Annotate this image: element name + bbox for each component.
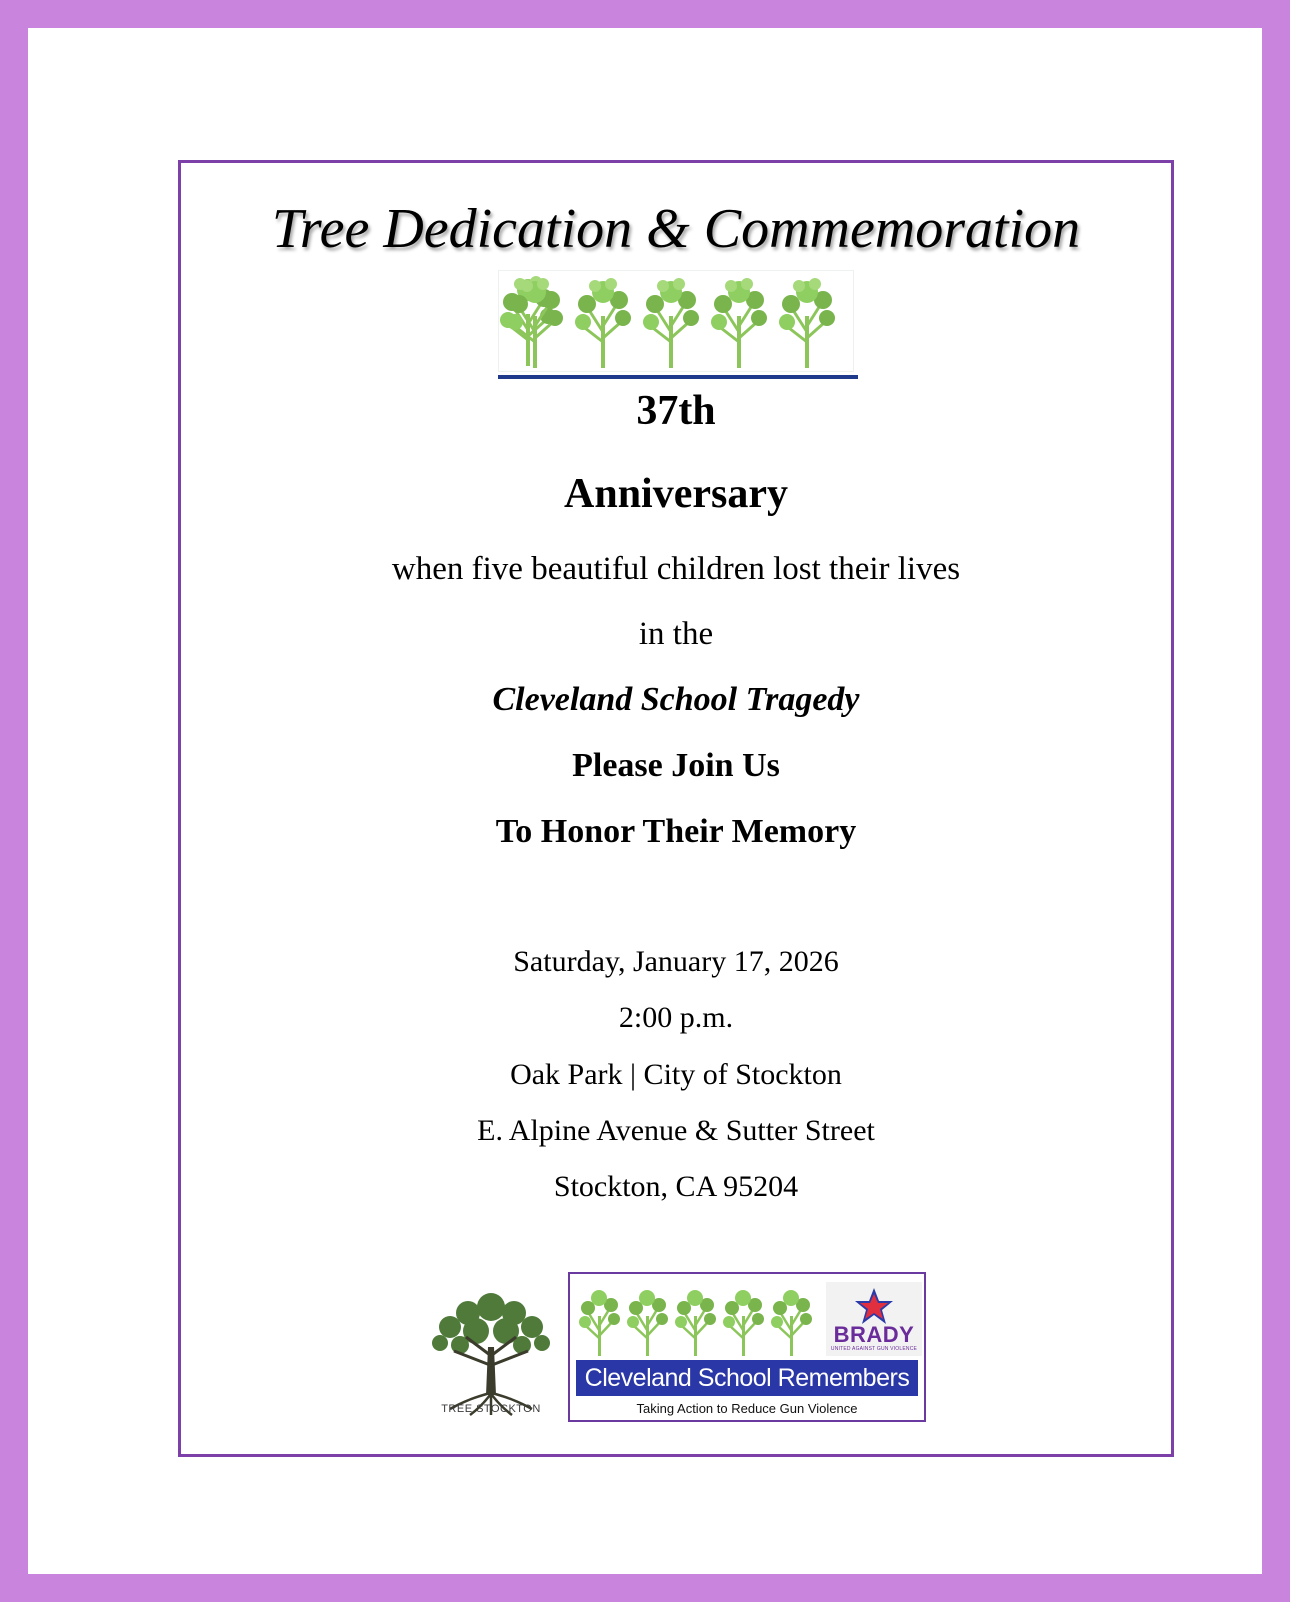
tree-stockton-name: TREE STOCKTON <box>441 1403 541 1415</box>
event-time: 2:00 p.m. <box>618 1001 734 1034</box>
invite-line-1: Please Join Us <box>572 747 780 784</box>
invite-line-2: To Honor Their Memory <box>495 813 857 850</box>
tree-icon <box>579 1290 620 1356</box>
star-icon <box>852 1286 896 1326</box>
csr-trees <box>578 1284 828 1358</box>
flyer-title: Tree Dedication & Commemoration <box>271 198 1081 260</box>
event-city: Stockton, CA 95204 <box>553 1170 799 1203</box>
tree-icon <box>643 278 699 368</box>
csr-name: Cleveland School Remembers <box>576 1360 918 1396</box>
anniversary-word: Anniversary <box>564 471 788 517</box>
memorial-line-2: in the <box>638 616 714 652</box>
banner-rule <box>498 375 858 379</box>
tree-stockton-logo-icon <box>426 1285 556 1420</box>
brady-tagline: UNITED AGAINST GUN VIOLENCE <box>830 1346 918 1352</box>
csr-tagline: Taking Action to Reduce Gun Violence <box>636 1401 858 1416</box>
brady-name: BRADY <box>833 1322 915 1347</box>
tree-icon <box>675 1290 716 1356</box>
tree-icon <box>711 278 767 368</box>
event-name: Cleveland School Tragedy <box>492 681 860 718</box>
tree-icon <box>627 1290 668 1356</box>
memorial-line-1: when five beautiful children lost their lives <box>391 551 961 587</box>
tree-icon <box>575 278 631 368</box>
cleveland-school-remembers-logo <box>568 1272 926 1422</box>
trees-banner <box>498 270 854 372</box>
event-venue: Oak Park | City of Stockton <box>510 1058 842 1091</box>
tree-icon <box>771 1290 812 1356</box>
brady-logo <box>826 1282 922 1356</box>
tree-icon <box>779 278 835 368</box>
tree-icon <box>723 1290 764 1356</box>
tree-icon <box>507 278 563 368</box>
page <box>28 28 1262 1574</box>
flyer <box>178 160 1174 1457</box>
event-street: E. Alpine Avenue & Sutter Street <box>477 1114 875 1147</box>
anniversary-number: 37th <box>636 388 716 434</box>
event-date: Saturday, January 17, 2026 <box>513 945 839 978</box>
